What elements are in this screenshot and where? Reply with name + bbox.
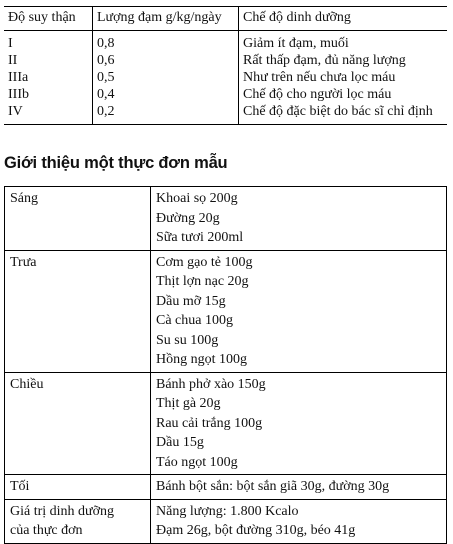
- meal-items: [151, 475, 447, 500]
- section-heading: Giới thiệu một thực đơn mẫu: [4, 154, 228, 172]
- food-item: Thịt gà 20g: [156, 396, 221, 411]
- meal-row-morning: [5, 187, 447, 251]
- stage-cell: IV: [4, 103, 93, 125]
- meal-items: [151, 187, 447, 251]
- table-header-row: [4, 7, 447, 31]
- meal-label: [5, 372, 151, 475]
- table-row: [4, 103, 447, 125]
- food-item: Sữa tươi 200ml: [156, 230, 244, 245]
- protein-cell: 0,2: [93, 103, 239, 125]
- protein-cell: 0,6: [93, 52, 239, 69]
- food-item: Cơm gạo tẻ 100g: [156, 254, 253, 270]
- table-row: [4, 86, 447, 103]
- meal-items: [151, 499, 447, 543]
- table-row: [4, 69, 447, 86]
- stage-cell: IIIb: [4, 86, 93, 103]
- food-item: Su su 100g: [156, 332, 219, 348]
- table-row: [4, 52, 447, 69]
- protein-cell: 0,4: [93, 86, 239, 103]
- meal-items: [151, 372, 447, 475]
- meal-row-afternoon: [5, 372, 447, 475]
- diet-cell: Giảm ít đạm, muối: [243, 36, 349, 51]
- diet-cell: Chế độ cho người lọc máu: [243, 87, 392, 102]
- protein-cell: 0,5: [93, 69, 239, 86]
- meal-label-line: Giá trị dinh dưỡng: [10, 503, 115, 519]
- diet-cell: Chế độ đặc biệt do bác sĩ chỉ định: [239, 103, 448, 125]
- food-item: Dầu 15g: [156, 435, 204, 450]
- nutrition-item: Đạm 26g, bột đường 310g, béo 41g: [156, 523, 356, 538]
- food-item: Hồng ngọt 100g: [156, 352, 247, 367]
- meal-label: [5, 250, 151, 372]
- meal-items: [151, 250, 447, 372]
- meal-label-line: Trưa: [10, 254, 37, 270]
- table-row: [4, 31, 447, 53]
- meal-label: [5, 499, 151, 543]
- food-item: Khoai sọ 200g: [156, 191, 238, 206]
- diet-cell: Rất thấp đạm, đủ năng lượng: [243, 53, 406, 68]
- sample-menu-table: [4, 186, 447, 544]
- stage-cell: II: [4, 52, 93, 69]
- column-header-diet: Chế độ dinh dưỡng: [239, 7, 448, 31]
- food-item: Đường 20g: [156, 210, 220, 226]
- kidney-failure-diet-table: [4, 6, 447, 125]
- diet-cell: Như trên nếu chưa lọc máu: [243, 70, 396, 85]
- food-item: Táo ngọt 100g: [156, 454, 238, 470]
- food-item: Rau cải trắng 100g: [156, 415, 263, 431]
- food-item: Thịt lợn nạc 20g: [156, 274, 249, 289]
- stage-cell: I: [4, 31, 93, 53]
- meal-label-line: Tối: [10, 479, 30, 494]
- nutrition-item: Năng lượng: 1.800 Kcalo: [156, 503, 299, 519]
- meal-row-noon: [5, 250, 447, 372]
- protein-cell: 0,8: [93, 31, 239, 53]
- meal-label-line: Chiều: [10, 376, 44, 392]
- meal-label: [5, 187, 151, 251]
- meal-label: [5, 475, 151, 500]
- meal-label-line: Sáng: [10, 191, 38, 206]
- nutrition-value-row: [5, 499, 447, 543]
- column-header-stage: Độ suy thận: [4, 7, 93, 31]
- food-item: Bánh bột sắn: bột sắn giã 30g, đường 30g: [156, 479, 390, 494]
- column-header-protein: Lượng đạm g/kg/ngày: [93, 7, 239, 31]
- meal-label-line: của thực đơn: [10, 523, 83, 538]
- meal-row-evening: [5, 475, 447, 500]
- food-item: Cà chua 100g: [156, 313, 233, 328]
- food-item: Bánh phở xào 150g: [156, 376, 266, 392]
- food-item: Dầu mỡ 15g: [156, 293, 226, 309]
- stage-cell: IIIa: [4, 69, 93, 86]
